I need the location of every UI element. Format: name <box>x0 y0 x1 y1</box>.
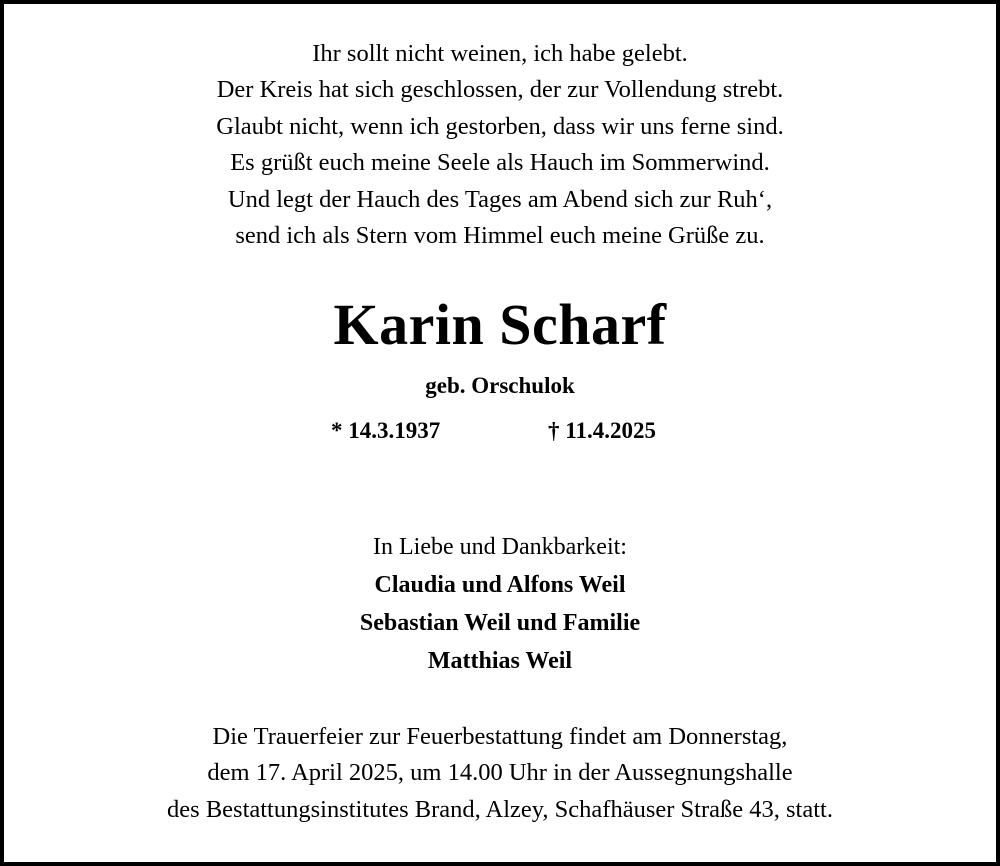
funeral-details <box>4 719 996 828</box>
poem-line: Glaubt nicht, wenn ich gestorben, dass wir uns ferne sind. <box>216 112 784 140</box>
poem-line: send ich als Stern vom Himmel euch meine Grüße zu. <box>235 222 765 250</box>
poem-line: Ihr sollt nicht weinen, ich habe gelebt. <box>312 40 688 67</box>
poem-line: Der Kreis hat sich geschlossen, der zur Vollendung strebt. <box>216 76 784 104</box>
poem-line: Es grüßt euch meine Seele als Hauch im Sommerwind. <box>230 149 770 177</box>
deceased-name: Karin Scharf <box>333 292 667 357</box>
mourner-name: Matthias Weil <box>427 648 573 674</box>
death-date: † 11.4.2025 <box>548 418 656 443</box>
funeral-line: des Bestattungsinstitutes Brand, Alzey, Schafhäuser Straße 43, statt. <box>167 795 833 823</box>
birth-name: geb. Orschulok <box>425 373 575 398</box>
poem-line: Und legt der Hauch des Tages am Abend sich zur Ruh‘, <box>227 185 773 213</box>
memorial-poem <box>4 36 996 254</box>
mourners-section <box>4 528 996 680</box>
funeral-line: dem 17. April 2025, um 14.00 Uhr in der Aussegnungshalle <box>207 759 793 787</box>
birth-date: * 14.3.1937 <box>331 418 441 443</box>
mourner-name: Sebastian Weil und Familie <box>359 610 641 636</box>
mourners-intro: In Liebe und Dankbarkeit: <box>373 534 627 560</box>
mourner-name: Claudia und Alfons Weil <box>374 572 626 598</box>
funeral-line: Die Trauerfeier zur Feuerbestattung findet am Donnerstag, <box>212 723 788 750</box>
